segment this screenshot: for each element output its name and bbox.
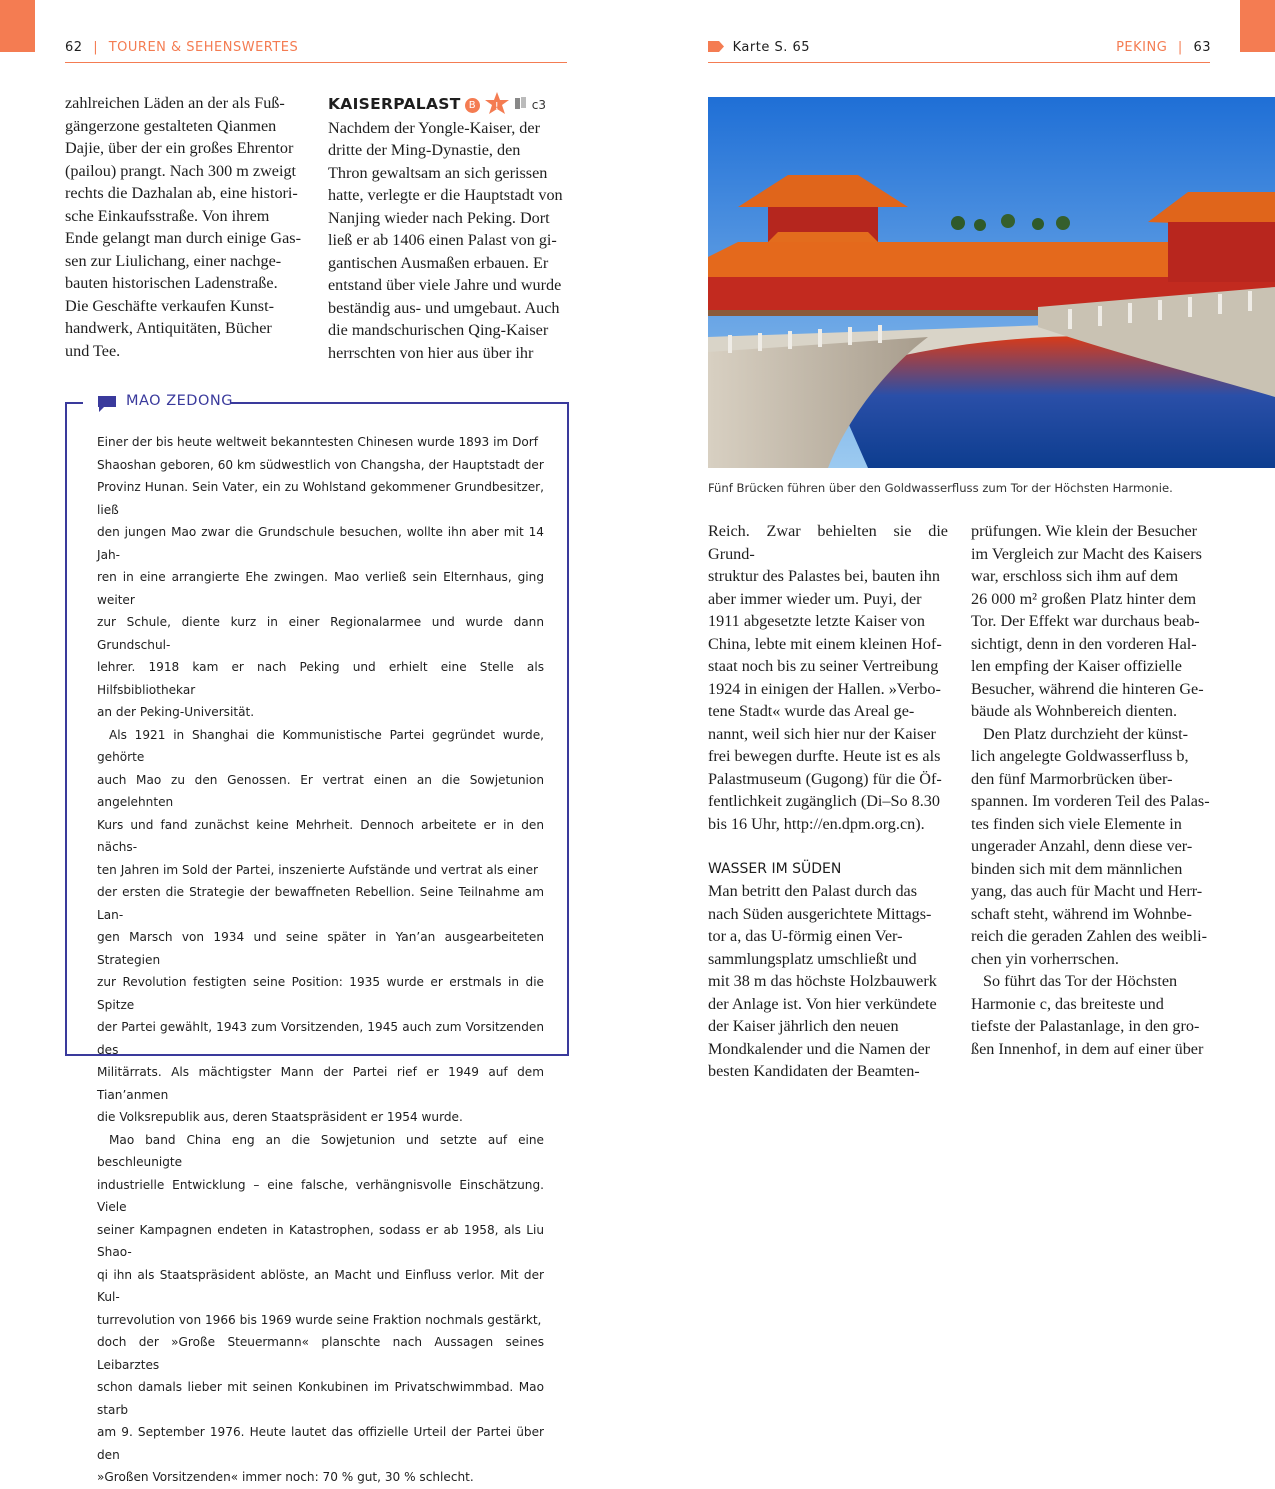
right-column-1 (708, 520, 948, 1083)
text-line: nach Süden ausgerichtete Mittags- (708, 904, 932, 923)
subheading: WASSER IM SÜDEN (708, 860, 842, 877)
palace-illustration (708, 97, 1275, 468)
text-line: aber immer wieder um. Puyi, der (708, 589, 922, 608)
text-line: gantischen Ausmaßen erbauen. Er (328, 253, 549, 272)
text-line: reich die geraden Zahlen des weibli- (971, 927, 1207, 945)
text-line: herrschten von hier aus über ihr (328, 343, 534, 362)
text-line: Palastmuseum (Gugong) für die Öf- (708, 769, 942, 788)
photo-caption: Fünf Brücken führen über den Goldwasserfluss zum Tor der Höchsten Harmonie. (708, 481, 1173, 495)
map-reference: c3 (531, 98, 547, 112)
text-line: an der Peking-Universität. (97, 705, 255, 719)
right-corner-tab (1240, 0, 1275, 52)
text-line: tene Stadt« wurde das Areal ge- (708, 702, 915, 720)
header-separator: | (93, 40, 99, 55)
text-line: hatte, verlegte er die Hauptstadt von (328, 186, 563, 204)
text-line: Ende gelangt man durch einige Gas- (65, 229, 301, 247)
arrow-tag-icon (708, 41, 724, 56)
forbidden-city-photo (708, 97, 1275, 468)
text-line: sammlungsplatz umschließt und (708, 949, 917, 968)
text-line: tes finden sich viele Elemente in (971, 814, 1182, 833)
text-line: der Partei gewählt, 1943 zum Vorsitzenden, 1945 auch zum Vorsitzenden des (97, 1020, 544, 1057)
page-number: 63 (1193, 40, 1211, 55)
text-line: Als 1921 in Shanghai die Kommunistische Partei gegründet wurde, gehörte (97, 727, 544, 764)
text-line: die Volksrepublik aus, deren Staatspräsident er 1954 wurde. (97, 1110, 463, 1124)
text-line: Reich. Zwar behielten sie die Grund- (708, 522, 948, 563)
text-line: China, lebte mit einem kleinen Hof- (708, 634, 942, 653)
text-line: Besucher, während die hinteren Ge- (971, 679, 1204, 698)
section-title: TOUREN & SEHENSWERTES (108, 40, 299, 55)
text-line: die mandschurischen Qing-Kaiser (328, 321, 549, 339)
text-line: der ersten die Strategie der bewaffneten Rebellion. Seine Teilnahme am Lan- (97, 885, 544, 922)
text-line: Einer der bis heute weltweit bekanntesten Chinesen wurde 1893 im Dorf (97, 435, 539, 449)
text-line: nannt, weil sich hier nur der Kaiser (708, 724, 936, 743)
text-line: Nanjing wieder nach Peking. Dort (328, 208, 550, 227)
star-label: ! (494, 101, 499, 112)
right-header-rule (708, 62, 1210, 63)
text-line: gen Marsch von 1934 und seine später in Yan’an ausgearbeiteten Strategien (97, 930, 544, 967)
text-line: sen zur Liulichang, einer nachge- (65, 251, 282, 270)
text-line: dritte der Ming-Dynastie, den (328, 141, 521, 159)
text-line: len empfing der Kaiser offizielle (971, 657, 1182, 675)
text-line: sichtigt, denn in den vorderen Hal- (971, 634, 1197, 653)
text-line: lich angelegte Goldwasserfluss b, (971, 747, 1189, 765)
right-column-2 (971, 520, 1210, 1060)
text-line: 1911 abgesetzte letzte Kaiser von (708, 612, 925, 630)
kaiserpalast-heading (328, 92, 567, 117)
spacer (708, 835, 948, 858)
text-line: staat noch bis zu seiner Vertreibung (708, 657, 939, 675)
text-line: qi ihn als Staatspräsident ablöste, an Macht und Einfluss verlor. Mit der Kul- (97, 1267, 544, 1304)
box-border-segment (65, 402, 83, 404)
highlight-star-icon (484, 92, 510, 114)
text-line: yang, das auch für Macht und Herr- (971, 882, 1203, 900)
header-separator: | (1177, 40, 1183, 55)
text-line: tor a, das U-förmig einen Ver- (708, 927, 903, 945)
text-line: Shaoshan geboren, 60 km südwestlich von Changsha, der Hauptstadt der (97, 457, 544, 472)
text-line: Die Geschäfte verkaufen Kunst- (65, 296, 274, 315)
text-line: doch der »Große Steuermann« planschte nach Aussagen seines Leibarztes (97, 1335, 544, 1372)
text-line: zahlreichen Läden an der als Fuß- (65, 94, 285, 112)
text-line: (pailou) prangt. Nach 300 m zweigt (65, 161, 297, 180)
text-line: So führt das Tor der Höchsten (983, 972, 1178, 990)
text-line: der Kaiser jährlich den neuen (708, 1017, 899, 1035)
text-line: Kurs und fand zunächst keine Mehrheit. Dennoch arbeitete er in den nächs- (97, 817, 544, 854)
text-line: chen yin vorherrschen. (971, 949, 1119, 968)
text-line: turrevolution von 1966 bis 1969 wurde seine Fraktion nochmals gestärkt, (97, 1312, 542, 1327)
text-line: ßen Innenhof, in dem auf einer über (971, 1039, 1204, 1058)
text-line: schaft steht, während im Wohnbe- (971, 904, 1192, 923)
left-running-header (65, 40, 298, 55)
text-line: Provinz Hunan. Sein Vater, ein zu Wohlstand gekommener Grundbesitzer, ließ (97, 480, 544, 517)
url-link[interactable]: bis 16 Uhr, http://en.dpm.org.cn). (708, 814, 925, 833)
text-line: besten Kandidaten der Beamten- (708, 1062, 920, 1080)
text-line: 26 000 m² großen Platz hinter dem (971, 589, 1197, 608)
text-line: fentlichkeit zugänglich (Di–So 8.30 (708, 792, 940, 810)
text-line: sche Einkaufsstraße. Von ihrem (65, 206, 270, 225)
text-line: den fünf Marmorbrücken über- (971, 769, 1173, 788)
section-title: PEKING (1116, 40, 1168, 55)
text-line: Thron gewaltsam an sich gerissen (328, 163, 548, 182)
text-line: seiner Kampagnen endeten in Katastrophen, sodass er ab 1958, als Liu Shao- (97, 1222, 544, 1259)
text-line: der Anlage ist. Von hier verkündete (708, 994, 937, 1013)
info-box-title: MAO ZEDONG (126, 393, 233, 409)
text-line: war, erschloss sich ihm auf dem (971, 567, 1179, 585)
text-line: auch Mao zu den Genossen. Er vertrat einen an die Sowjetunion angelehnten (97, 772, 544, 809)
map-marker-icon: B (465, 98, 480, 113)
info-box-text (97, 431, 544, 1489)
text-line: gängerzone gestalteten Qianmen (65, 116, 277, 135)
text-line: frei bewegen durfte. Heute ist es als (708, 747, 941, 765)
left-header-rule (65, 62, 567, 63)
text-line: Man betritt den Palast durch das (708, 882, 918, 900)
map-link-text: Karte S. 65 (732, 40, 811, 55)
text-line: den jungen Mao zwar die Grundschule besuchen, wollte ihn aber mit 14 Jah- (97, 525, 544, 562)
left-column-2 (328, 92, 567, 364)
text-line: schon damals lieber mit seinen Konkubinen im Privatschwimmbad. Mao starb (97, 1380, 544, 1417)
text-line: binden sich mit dem männlichen (971, 859, 1183, 878)
text-line: rechts die Dazhalan ab, eine histori- (65, 184, 298, 202)
text-line: 1924 in einigen der Hallen. »Verbo- (708, 679, 941, 698)
text-line: Militärrats. Als mächtigster Mann der Partei rief er 1949 auf dem Tian’anmen (97, 1065, 544, 1102)
kaiserpalast-title: KAISERPALAST (328, 95, 461, 113)
text-line: tiefste der Palastanlage, in den gro- (971, 1017, 1200, 1035)
text-line: Tor. Der Effekt war durchaus beab- (971, 612, 1200, 630)
text-line: spannen. Im vorderen Teil des Palas- (971, 792, 1210, 810)
text-line: und Tee. (65, 341, 121, 360)
text-line: zur Schule, diente kurz in einer Regionalarmee und wurde dann Grundschul- (97, 615, 544, 652)
text-line: ungerader Anzahl, denn diese ver- (971, 837, 1193, 855)
right-running-header (1116, 40, 1211, 55)
text-line: Den Platz durchzieht der künst- (983, 724, 1188, 743)
speech-bubble-icon (97, 395, 117, 418)
text-line: »Großen Vorsitzenden« immer noch: 70 % gut, 30 % schlecht. (97, 1470, 474, 1484)
right-map-link[interactable] (708, 40, 810, 56)
box-border-segment (230, 402, 567, 404)
text-line: handwerk, Antiquitäten, Bücher (65, 319, 272, 337)
text-line: industrielle Entwicklung – eine falsche, verhängnisvolle Einschätzung. Viele (97, 1177, 544, 1214)
text-line: Harmonie c, das breiteste und (971, 994, 1164, 1013)
left-corner-tab (0, 0, 35, 52)
text-line: ten Jahren im Sold der Partei, inszenierte Aufstände und vertrat als einer (97, 862, 539, 877)
text-line: am 9. September 1976. Heute lautet das offizielle Urteil der Partei über den (97, 1425, 544, 1462)
text-line: struktur des Palastes bei, bauten ihn (708, 567, 940, 585)
text-line: zur Revolution festigten seine Position: 1935 wurde er erstmals in die Spitze (97, 975, 544, 1012)
text-line: im Vergleich zur Macht des Kaisers (971, 544, 1202, 563)
map-book-icon (514, 94, 528, 117)
text-line: entstand über viele Jahre und wurde (328, 276, 562, 294)
page-number: 62 (65, 40, 83, 55)
text-line: beständig aus- und umgebaut. Auch (328, 298, 560, 317)
text-line: Nachdem der Yongle-Kaiser, der (328, 118, 540, 137)
text-line: Dajie, über der ein großes Ehrentor (65, 139, 294, 157)
text-line: bäude als Wohnbereich dienten. (971, 702, 1178, 720)
text-line: lehrer. 1918 kam er nach Peking und erhielt eine Stelle als Hilfsbibliothekar (97, 660, 544, 697)
text-line: bauten historischen Ladenstraße. (65, 274, 278, 292)
text-line: Mondkalender und die Namen der (708, 1039, 931, 1058)
text-line: ren in eine arrangierte Ehe zwingen. Mao verließ sein Elternhaus, ging weiter (97, 570, 544, 607)
left-column-1 (65, 92, 304, 362)
text-line: mit 38 m das höchste Holzbauwerk (708, 972, 937, 990)
text-line: Mao band China eng an die Sowjetunion und setzte auf eine beschleunigte (97, 1132, 544, 1169)
text-line: prüfungen. Wie klein der Besucher (971, 522, 1198, 540)
text-line: ließ er ab 1406 einen Palast von gi- (328, 231, 557, 249)
